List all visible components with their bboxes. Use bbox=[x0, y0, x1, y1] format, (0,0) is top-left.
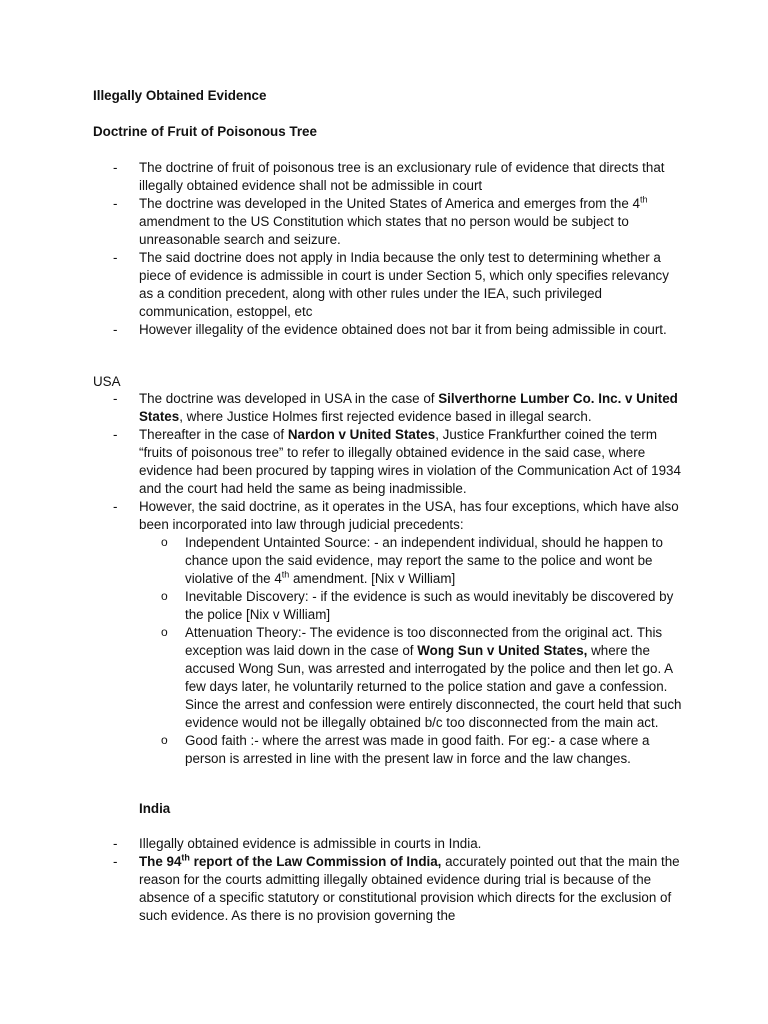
exceptions-list bbox=[139, 534, 683, 768]
case-name: Nardon v United States bbox=[287, 427, 436, 442]
list-item: - The 94th report of the Law Commission of India, accurately pointed out that the main the reason for the courts admitting illegally obtained evidence during trial is because of the absence of a specific statutory or constitutional provision which directs for the exclusion of such evidence. As there is no provision governing the bbox=[113, 853, 683, 925]
list-item: - The said doctrine does not apply in India because the only test to determining whether a piece of evidence is admissible in court is under Section 5, which only specifies relevancy as a condition precedent, along with other rules under the IEA, such privileged communication, estoppel, etc bbox=[113, 249, 683, 321]
list-item: - Thereafter in the case of Nardon v United States, Justice Frankfurther coined the term “fruits of poisonous tree” to refer to illegally obtained evidence in the said case, where evidence had been procured by tapping wires in violation of the Communication Act of 1934 and the court had held the same as being inadmissible. bbox=[113, 426, 683, 498]
list-item: - However, the said doctrine, as it operates in the USA, has four exceptions, which have also been incorporated into law through judicial precedents: o Independent Untainted Source: - an independent individual, should he happen to chance upon the said evidence, may report the same to the police and wont be violative of the 4th amendment. [Nix v William] o Inevitable Discovery: - if the evidence is such as would inevitably be discovered by the police [Nix v William] o Attenuation Theory:- The evidence is too disconnected from the original act. This exception was laid down in the case of Wong Sun v United States, where the accused Wong Sun, was arrested and interrogated by the police and then let go. A few days later, he voluntarily returned to the police station and gave a confession. Since the arrest and confession were entirely disconnected, the court held that such evidence would not be illegally obtained b/c too disconnected from the main act. o Good faith :- where the arrest was made in good faith. For eg:- a case where a person is arrested in line with the present law in force and the law changes. bbox=[113, 498, 683, 768]
exception-item: o Attenuation Theory:- The evidence is too disconnected from the original act. This exception was laid down in the case of Wong Sun v United States, where the accused Wong Sun, was arrested and interrogated by the police and then let go. A few days later, he voluntarily returned to the police station and gave a confession. Since the arrest and confession were entirely disconnected, the court held that such evidence would not be illegally obtained b/c too disconnected from the main act. bbox=[161, 624, 683, 732]
case-name: Wong Sun v United States, bbox=[417, 643, 588, 658]
list-item: - The doctrine was developed in the United States of America and emerges from the 4th amendment to the US Constitution which states that no person would be subject to unreasonable search and seizure. bbox=[113, 195, 683, 249]
doctrine-list bbox=[113, 159, 683, 339]
section-heading-usa: USA bbox=[93, 374, 121, 389]
document-title: Illegally Obtained Evidence bbox=[93, 88, 267, 103]
list-item: - The doctrine of fruit of poisonous tree is an exclusionary rule of evidence that directs that illegally obtained evidence shall not be admissible in court bbox=[113, 159, 683, 195]
exception-item: o Inevitable Discovery: - if the evidence is such as would inevitably be discovered by the police [Nix v William] bbox=[161, 588, 683, 624]
exception-item: o Independent Untainted Source: - an independent individual, should he happen to chance upon the said evidence, may report the same to the police and wont be violative of the 4th amendment. [Nix v William] bbox=[161, 534, 683, 588]
list-item: - The doctrine was developed in USA in the case of Silverthorne Lumber Co. Inc. v United States, where Justice Holmes first rejected evidence based in illegal search. bbox=[113, 390, 683, 426]
list-item: - Illegally obtained evidence is admissible in courts in India. bbox=[113, 835, 683, 853]
usa-list bbox=[113, 390, 683, 768]
india-list bbox=[113, 835, 683, 925]
exception-item: o Good faith :- where the arrest was made in good faith. For eg:- a case where a person is arrested in line with the present law in force and the law changes. bbox=[161, 732, 683, 768]
list-item: - However illegality of the evidence obtained does not bar it from being admissible in court. bbox=[113, 321, 683, 339]
section-heading-india: India bbox=[139, 801, 171, 816]
section-heading-doctrine: Doctrine of Fruit of Poisonous Tree bbox=[93, 124, 317, 139]
case-name: Silverthorne Lumber Co. Inc. v United States bbox=[139, 391, 678, 424]
